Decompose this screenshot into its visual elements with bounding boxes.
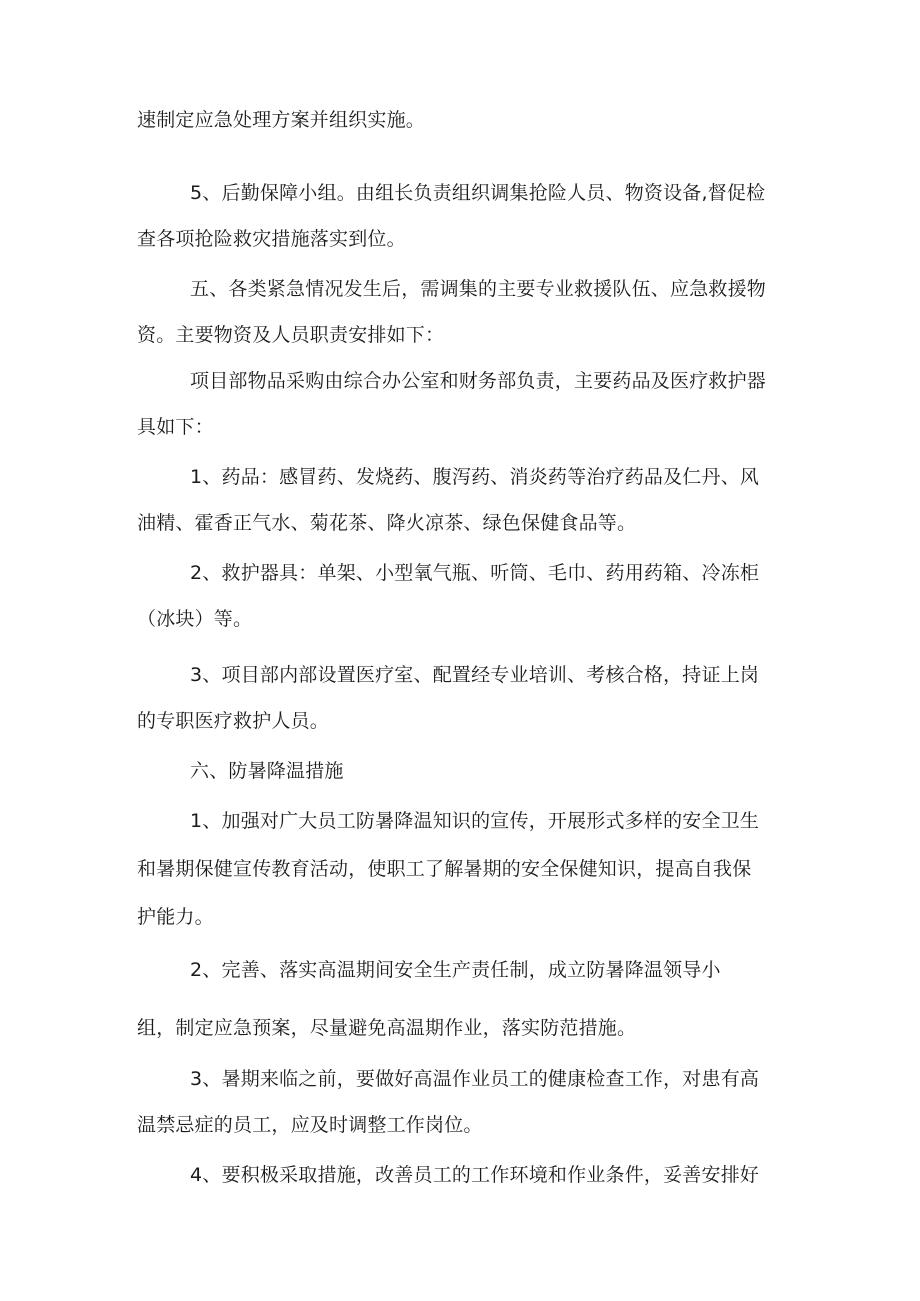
text-line: 的专职医疗救护人员。 [137,710,330,732]
section-heading: 六、防暑降温措施 [190,760,344,782]
text-line: 资。主要物资及人员职责安排如下： [137,324,445,346]
text-line: 护能力。 [137,906,214,928]
text-line: 五、各类紧急情况发生后，需调集的主要专业救援队伍、应急救援物 [190,278,767,300]
text-line: 温禁忌症的员工，应及时调整工作岗位。 [137,1114,483,1136]
text-line: 油精、霍香正气水、菊花茶、降火凉茶、绿色保健食品等。 [137,512,637,534]
text-line: 2、救护器具：单架、小型氧气瓶、听筒、毛巾、药用药箱、冷冻柜 [190,562,760,584]
text-line: 组，制定应急预案，尽量避免高温期作业，落实防范措施。 [137,1017,637,1039]
text-line: 速制定应急处理方案并组织实施。 [137,109,426,131]
text-line: 1、药品：感冒药、发烧药、腹泻药、消炎药等治疗药品及仁丹、风 [190,466,760,488]
text-line: 2、完善、落实高温期间安全生产责任制，成立防暑降温领导小 [190,959,721,981]
text-line: 项目部物品采购由综合办公室和财务部负责，主要药品及医疗救护器 [190,370,767,392]
text-line: 3、暑期来临之前，要做好高温作业员工的健康检查工作，对患有高 [190,1068,760,1090]
text-line: 5、后勤保障小组。由组长负责组织调集抢险人员、物资设备,督促检 [190,182,766,204]
text-line: 和暑期保健宣传教育活动，使职工了解暑期的安全保健知识，提高自我保 [137,858,752,880]
text-line: （冰块）等。 [137,608,253,630]
text-line: 查各项抢险救灾措施落实到位。 [137,228,406,250]
text-line: 1、加强对广大员工防暑降温知识的宣传，开展形式多样的安全卫生 [190,810,760,832]
text-line: 4、要积极采取措施，改善员工的工作环境和作业条件，妥善安排好 [190,1164,760,1186]
text-line: 具如下： [137,416,214,438]
text-line: 3、项目部内部设置医疗室、配置经专业培训、考核合格，持证上岗 [190,664,760,686]
